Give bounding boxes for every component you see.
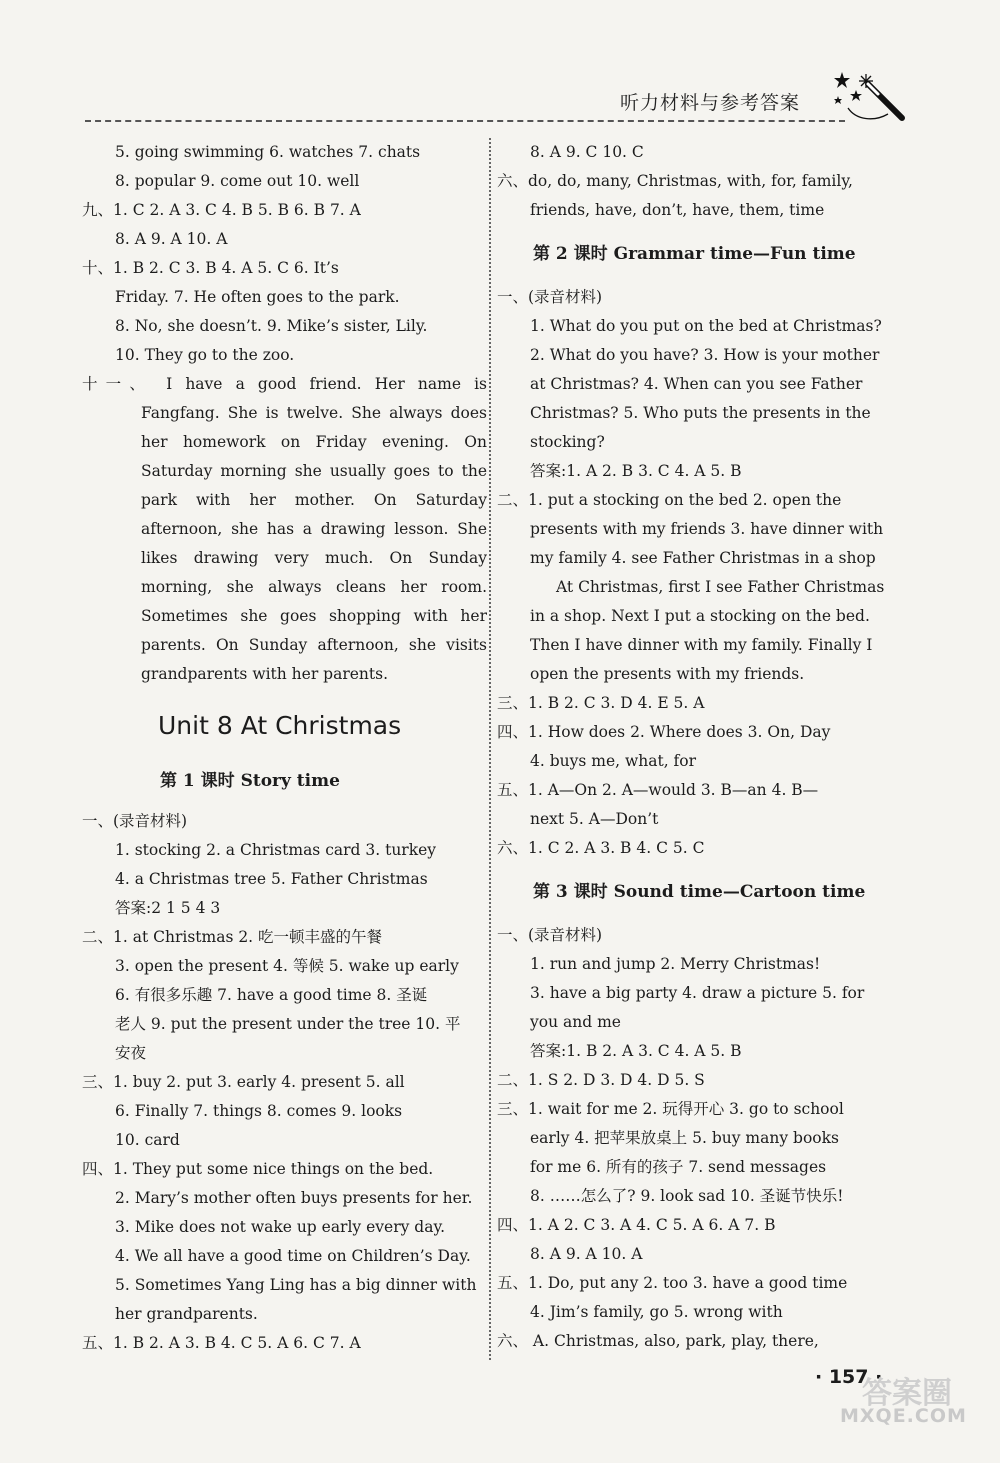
answer-line: 一、(录音材料)	[82, 812, 188, 830]
answer-line: 五、1. Do, put any 2. too 3. have a good time	[497, 1274, 848, 1292]
answer-line: 一、(录音材料)	[497, 288, 603, 306]
answer-line: Fangfang. She is twelve. She always does	[141, 404, 487, 422]
answer-line: 3. have a big party 4. draw a picture 5. for	[530, 984, 865, 1002]
answer-line: open the presents with my friends.	[530, 665, 805, 683]
answer-line: 十一、 I have a good friend. Her name is	[82, 375, 487, 393]
answer-line: 6. Finally 7. things 8. comes 9. looks	[115, 1102, 403, 1120]
answer-line: park with her mother. On Saturday	[141, 491, 487, 509]
lesson-2-answers	[497, 283, 905, 863]
left-column	[82, 138, 487, 1358]
answer-line: 8. A 9. C 10. C	[530, 143, 644, 161]
answer-line: at Christmas? 4. When can you see Father	[530, 375, 863, 393]
answer-line: her homework on Friday evening. On	[141, 433, 487, 451]
answer-line: 五、1. B 2. A 3. B 4. C 5. A 6. C 7. A	[82, 1334, 361, 1352]
answer-line: Then I have dinner with my family. Finally I	[530, 636, 873, 654]
answer-line: her grandparents.	[115, 1305, 258, 1323]
answer-line: 2. What do you have? 3. How is your mother	[530, 346, 880, 364]
answer-line: Sometimes she goes shopping with her	[141, 607, 487, 625]
answer-line: At Christmas, first I see Father Christmas	[556, 578, 885, 596]
answer-line: 安夜	[115, 1044, 147, 1062]
answer-line: 4. buys me, what, for	[530, 752, 697, 770]
answer-line: 四、1. They put some nice things on the bed.	[82, 1160, 434, 1178]
answer-line: in a shop. Next I put a stocking on the bed.	[530, 607, 870, 625]
essay-paragraph	[82, 370, 487, 689]
answer-line: presents with my friends 3. have dinner with	[530, 520, 884, 538]
answer-line: stocking?	[530, 433, 605, 451]
answer-line: 答案:2 1 5 4 3	[115, 899, 221, 917]
lesson-1-title: 第 1 课时 Story time	[160, 771, 340, 791]
answer-line: 6. 有很多乐趣 7. have a good time 8. 圣诞	[115, 986, 428, 1004]
answer-line: 三、1. wait for me 2. 玩得开心 3. go to school	[497, 1100, 844, 1118]
answer-line: friends, have, don’t, have, them, time	[530, 201, 825, 219]
answer-line: 5. Sometimes Yang Ling has a big dinner with	[115, 1276, 477, 1294]
answer-line: Saturday morning she usually goes to the	[141, 462, 487, 480]
answer-line: likes drawing very much. On Sunday	[141, 549, 487, 567]
answer-line: 三、1. B 2. C 3. D 4. E 5. A	[497, 694, 705, 712]
column-divider	[489, 138, 491, 1360]
answer-line: 8. No, she doesn’t. 9. Mike’s sister, Lily.	[115, 317, 428, 335]
answer-line: 老人 9. put the present under the tree 10. 平	[115, 1015, 461, 1033]
answer-line: 答案:1. A 2. B 3. C 4. A 5. B	[530, 462, 742, 480]
answer-line: morning, she always cleans her room.	[141, 578, 487, 596]
watermark-logo: 答案圈	[862, 1376, 952, 1411]
answer-line: 六、1. C 2. A 3. B 4. C 5. C	[497, 839, 705, 857]
answer-line: Christmas? 5. Who puts the presents in the	[530, 404, 871, 422]
answer-line: 六、do, do, many, Christmas, with, for, family,	[497, 172, 853, 190]
answer-line: 二、1. at Christmas 2. 吃一顿丰盛的午餐	[82, 928, 383, 946]
answer-line: 九、1. C 2. A 3. C 4. B 5. B 6. B 7. A	[82, 201, 361, 219]
answer-line: 8. popular 9. come out 10. well	[115, 172, 360, 190]
answer-line: 4. a Christmas tree 5. Father Christmas	[115, 870, 428, 888]
answer-line: 六、 A. Christmas, also, park, play, there,	[497, 1332, 819, 1350]
answer-line: 一、(录音材料)	[497, 926, 603, 944]
answer-line: parents. On Sunday afternoon, she visits	[141, 636, 487, 654]
right-top-answers	[497, 138, 905, 225]
answer-line: 5. going swimming 6. watches 7. chats	[115, 143, 421, 161]
answer-line: grandparents with her parents.	[141, 665, 389, 683]
answer-line: 2. Mary’s mother often buys presents for her.	[115, 1189, 473, 1207]
answer-line: 10. They go to the zoo.	[115, 346, 295, 364]
magic-wand-icon	[832, 68, 912, 128]
lesson-3-title: 第 3 课时 Sound time—Cartoon time	[533, 882, 866, 902]
answer-line: 二、1. S 2. D 3. D 4. D 5. S	[497, 1071, 705, 1089]
answer-line: 4. We all have a good time on Children’s Day.	[115, 1247, 471, 1265]
answer-line: early 4. 把苹果放桌上 5. buy many books	[530, 1129, 839, 1147]
answer-line: 3. open the present 4. 等候 5. wake up early	[115, 957, 459, 975]
page-number: · 157 ·	[815, 1366, 883, 1388]
header-divider	[85, 120, 845, 122]
answer-line: 8. A 9. A 10. A	[530, 1245, 643, 1263]
answer-line: 1. run and jump 2. Merry Christmas!	[530, 955, 821, 973]
answer-line: 8. A 9. A 10. A	[115, 230, 228, 248]
answer-line: 8. ……怎么了? 9. look sad 10. 圣诞节快乐!	[530, 1187, 844, 1205]
answer-line: 十、1. B 2. C 3. B 4. A 5. C 6. It’s	[82, 259, 339, 277]
answer-line: 答案:1. B 2. A 3. C 4. A 5. B	[530, 1042, 742, 1060]
answer-line: 10. card	[115, 1131, 180, 1149]
answer-line: 1. stocking 2. a Christmas card 3. turkey	[115, 841, 437, 859]
answer-line: for me 6. 所有的孩子 7. send messages	[530, 1158, 827, 1176]
right-column	[497, 138, 905, 1356]
answer-line: 三、1. buy 2. put 3. early 4. present 5. all	[82, 1073, 405, 1091]
answer-line: 四、1. How does 2. Where does 3. On, Day	[497, 723, 831, 741]
answer-line: 3. Mike does not wake up early every day.	[115, 1218, 446, 1236]
lesson-2-title: 第 2 课时 Grammar time—Fun time	[533, 244, 856, 264]
unit-title: Unit 8 At Christmas	[158, 711, 402, 740]
answer-line: 五、1. A—On 2. A—would 3. B—an 4. B—	[497, 781, 819, 799]
answer-line: you and me	[530, 1013, 621, 1031]
answer-line: 1. What do you put on the bed at Christmas?	[530, 317, 882, 335]
answer-line: Friday. 7. He often goes to the park.	[115, 288, 400, 306]
header-title: 听力材料与参考答案	[620, 92, 801, 114]
answer-line: afternoon, she has a drawing lesson. She	[141, 520, 487, 538]
lesson-1-answers	[82, 807, 487, 1358]
answer-line: next 5. A—Don’t	[530, 810, 659, 828]
answer-line: 四、1. A 2. C 3. A 4. C 5. A 6. A 7. B	[497, 1216, 776, 1234]
lesson-3-answers	[497, 921, 905, 1356]
left-top-answers	[82, 138, 487, 370]
answer-line: 4. Jim’s family, go 5. wrong with	[530, 1303, 783, 1321]
answer-line: 二、1. put a stocking on the bed 2. open the	[497, 491, 842, 509]
answer-line: my family 4. see Father Christmas in a shop	[530, 549, 876, 567]
watermark-url: MXQE.COM	[840, 1405, 967, 1427]
